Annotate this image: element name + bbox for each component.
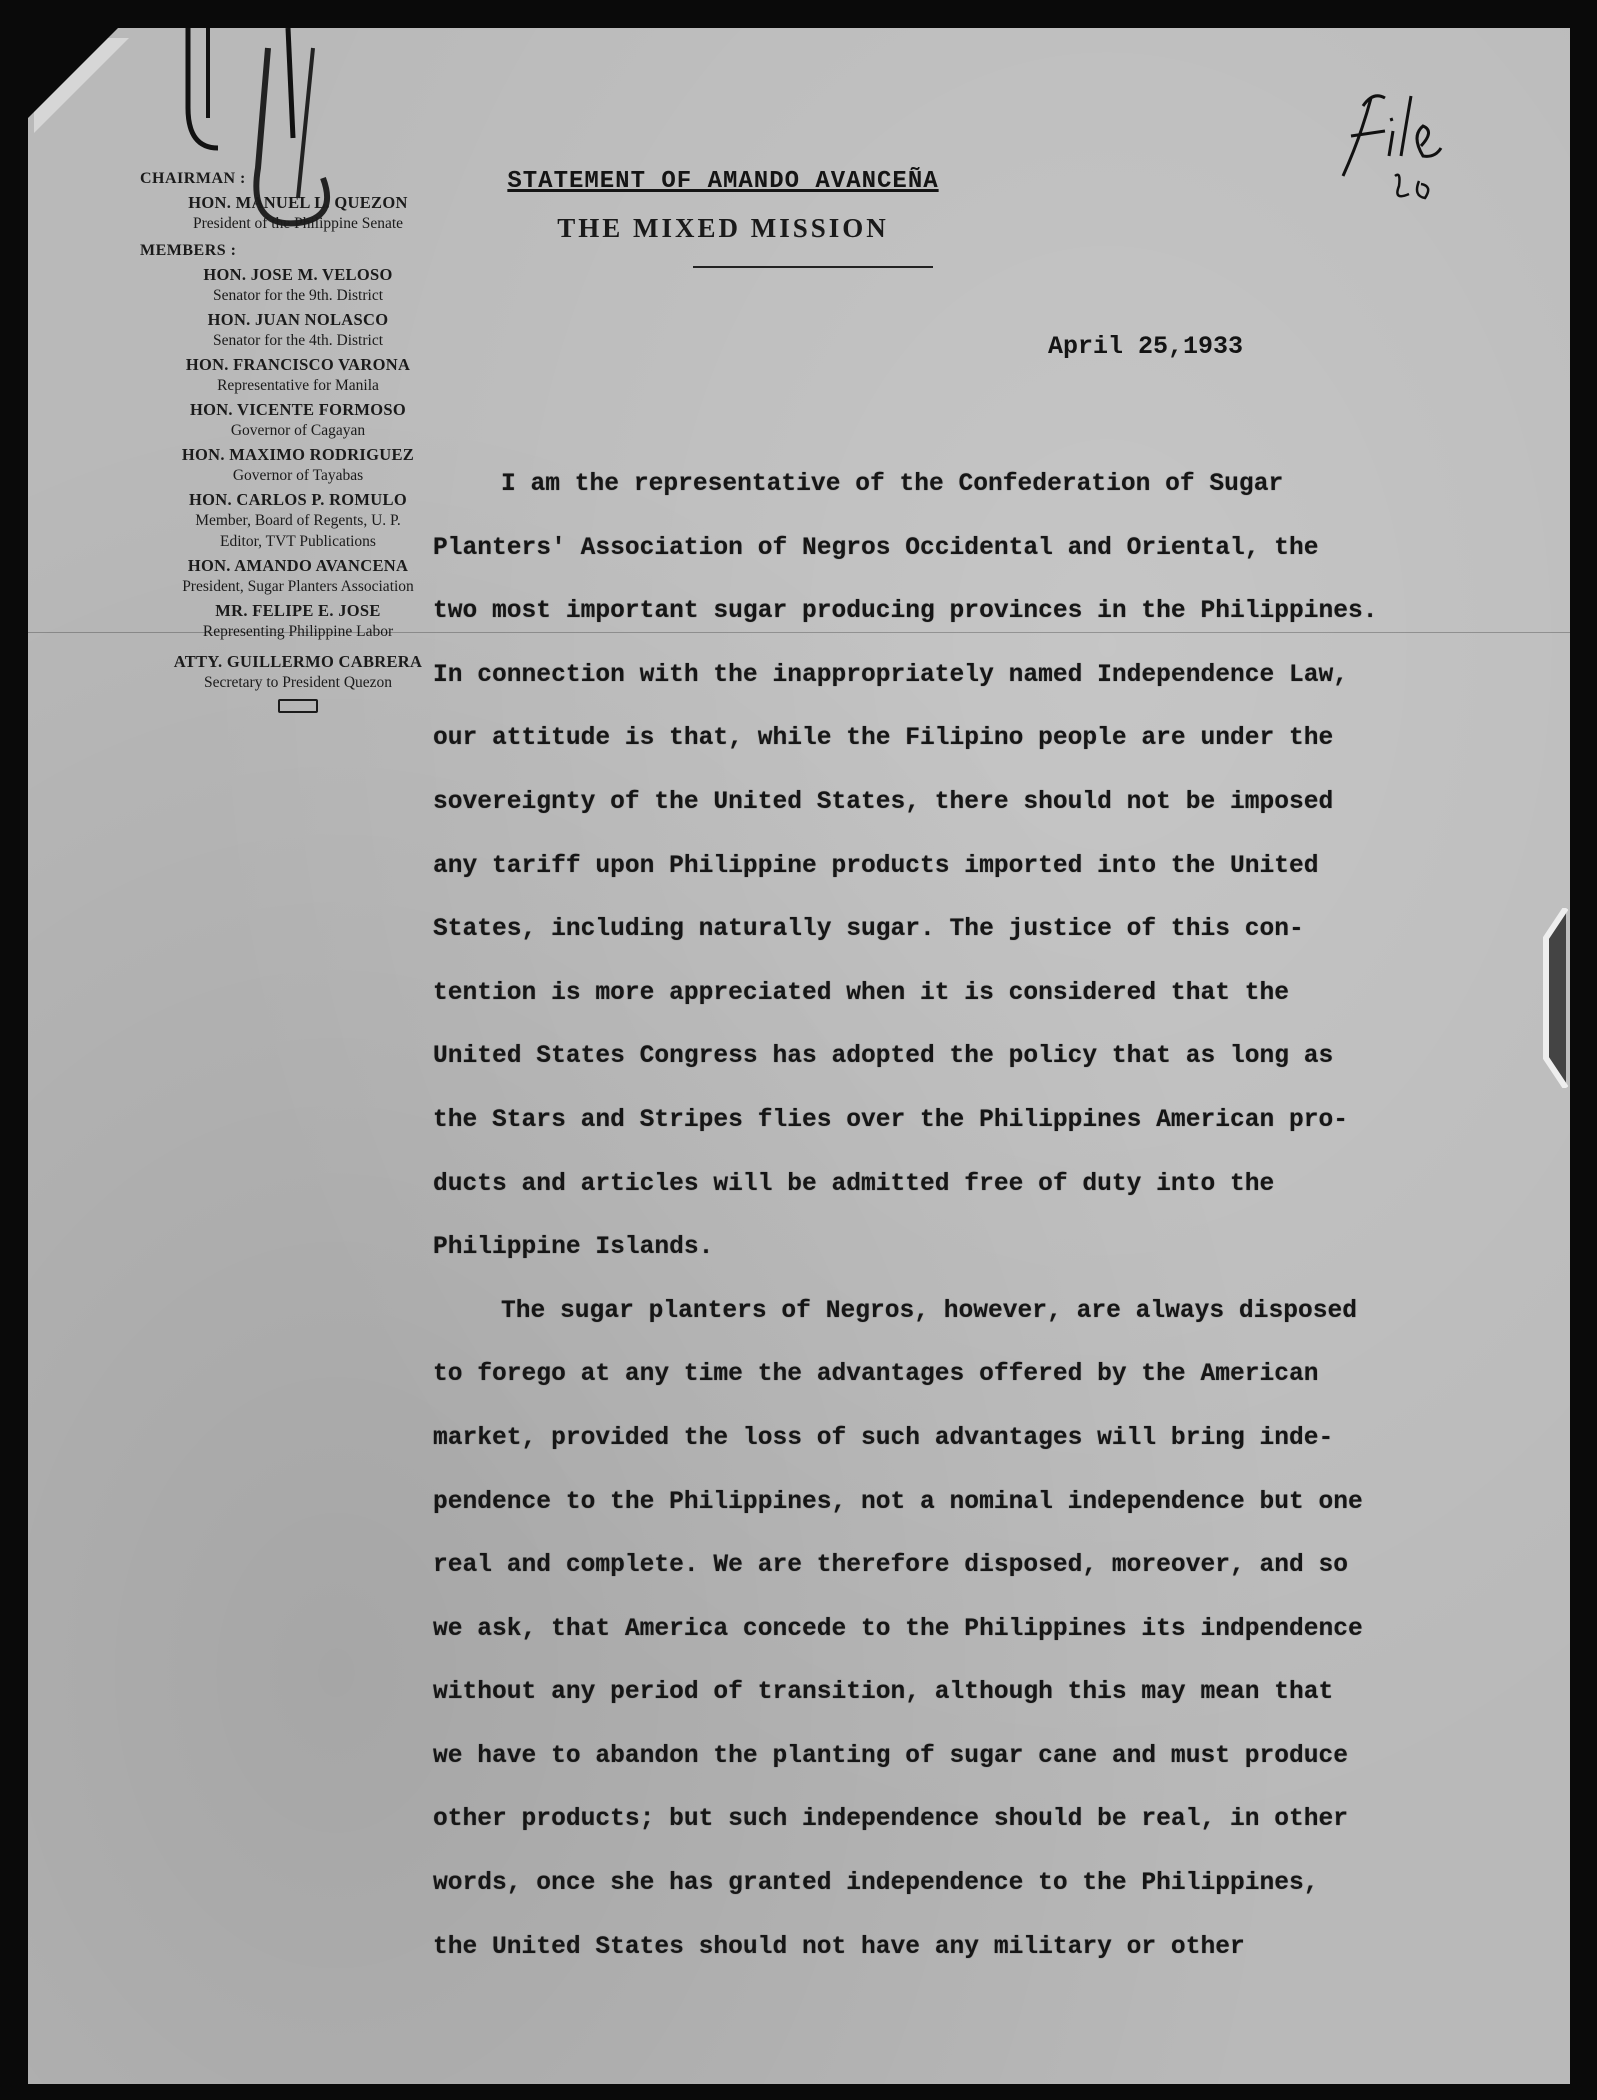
member-name: HON. JOSE M. VELOSO bbox=[203, 265, 393, 284]
chairman-label: CHAIRMAN : bbox=[140, 170, 246, 187]
body-line: other products; but such independence should be real, in other bbox=[433, 1806, 1349, 1834]
body-line: The sugar planters of Negros, however, are always disposed bbox=[501, 1297, 1358, 1325]
member-name: HON. FRANCISCO VARONA bbox=[185, 355, 411, 374]
member-name: MR. FELIPE E. JOSE bbox=[215, 601, 381, 620]
body-line: two most important sugar producing provinces in the Philippines. bbox=[433, 598, 1378, 626]
body-line: words, once she has granted independence to the Philippines, bbox=[433, 1870, 1319, 1898]
body-line: In connection with the inappropriately named Independence Law, bbox=[433, 661, 1349, 689]
member-role: President, Sugar Planters Association bbox=[182, 578, 414, 595]
body-line: United States Congress has adopted the policy that as long as bbox=[433, 1043, 1334, 1071]
document-page bbox=[28, 28, 1570, 2084]
handwritten-file-note bbox=[1323, 76, 1473, 216]
mission-title: THE MIXED MISSION bbox=[557, 213, 889, 243]
body-line: market, provided the loss of such advantages will bring inde- bbox=[433, 1424, 1334, 1452]
member-role: Governor of Cagayan bbox=[230, 422, 366, 439]
member-name: HON. VICENTE FORMOSO bbox=[189, 400, 407, 419]
body-line: the Stars and Stripes flies over the Philippines American pro- bbox=[433, 1106, 1349, 1134]
member-name: HON. MAXIMO RODRIGUEZ bbox=[181, 445, 415, 464]
member-name: ATTY. GUILLERMO CABRERA bbox=[173, 652, 423, 671]
body-line: real and complete. We are therefore disposed, moreover, and so bbox=[433, 1552, 1349, 1580]
body-line: we ask, that America concede to the Philippines its indpendence bbox=[433, 1615, 1363, 1643]
body-line: I am the representative of the Confederation of Sugar bbox=[501, 471, 1284, 498]
body-line: tention is more appreciated when it is considered that the bbox=[433, 979, 1290, 1007]
chairman-role: President of the Philippine Senate bbox=[192, 215, 404, 232]
member-role: Senator for the 4th. District bbox=[212, 332, 384, 349]
corner-shadow bbox=[28, 28, 118, 118]
member-name: HON. CARLOS P. ROMULO bbox=[189, 490, 407, 509]
body-line: we have to abandon the planting of sugar cane and must produce bbox=[433, 1742, 1349, 1770]
body-line: ducts and articles will be admitted free of duty into the bbox=[433, 1170, 1275, 1198]
body-line: the United States should not have any military or other bbox=[433, 1933, 1245, 1961]
body-line: States, including naturally sugar. The justice of this con- bbox=[433, 916, 1304, 944]
member-role: Representative for Manila bbox=[217, 377, 379, 394]
body-line: any tariff upon Philippine products imported into the United bbox=[433, 852, 1319, 880]
document-header bbox=[448, 168, 1148, 268]
chairman-name: HON. MANUEL L. QUEZON bbox=[188, 193, 408, 212]
statement-body bbox=[433, 453, 1513, 1979]
scan-artifact-line bbox=[28, 632, 1570, 633]
member-name: HON. AMANDO AVANCENA bbox=[187, 556, 409, 575]
letterhead-ornament bbox=[278, 699, 318, 713]
body-line: to forego at any time the advantages offered by the American bbox=[433, 1361, 1319, 1389]
body-line: our attitude is that, while the Filipino people are under the bbox=[433, 725, 1334, 753]
body-line: sovereignty of the United States, there should not be imposed bbox=[433, 788, 1334, 816]
member-role: Secretary to President Quezon bbox=[203, 674, 393, 691]
body-line: Planters' Association of Negros Occidental and Oriental, the bbox=[433, 534, 1319, 562]
page-edge-tab bbox=[1538, 908, 1568, 1088]
member-role: Senator for the 9th. District bbox=[212, 287, 384, 304]
document-date: April 25,1933 bbox=[1048, 332, 1244, 361]
member-name: HON. JUAN NOLASCO bbox=[207, 310, 389, 329]
member-role-secondary: Editor, TVT Publications bbox=[220, 533, 376, 550]
member-role: Representing Philippine Labor bbox=[202, 623, 394, 640]
body-line: pendence to the Philippines, not a nominal independence but one bbox=[433, 1488, 1363, 1516]
title-divider bbox=[693, 266, 933, 268]
body-line: Philippine Islands. bbox=[433, 1234, 714, 1262]
member-role: Member, Board of Regents, U. P. bbox=[195, 512, 401, 529]
body-line: without any period of transition, although this may mean that bbox=[433, 1679, 1334, 1707]
statement-title: STATEMENT OF AMANDO AVANCEÑA bbox=[507, 168, 939, 195]
members-label: MEMBERS : bbox=[140, 242, 237, 259]
member-role: Governor of Tayabas bbox=[232, 467, 364, 484]
